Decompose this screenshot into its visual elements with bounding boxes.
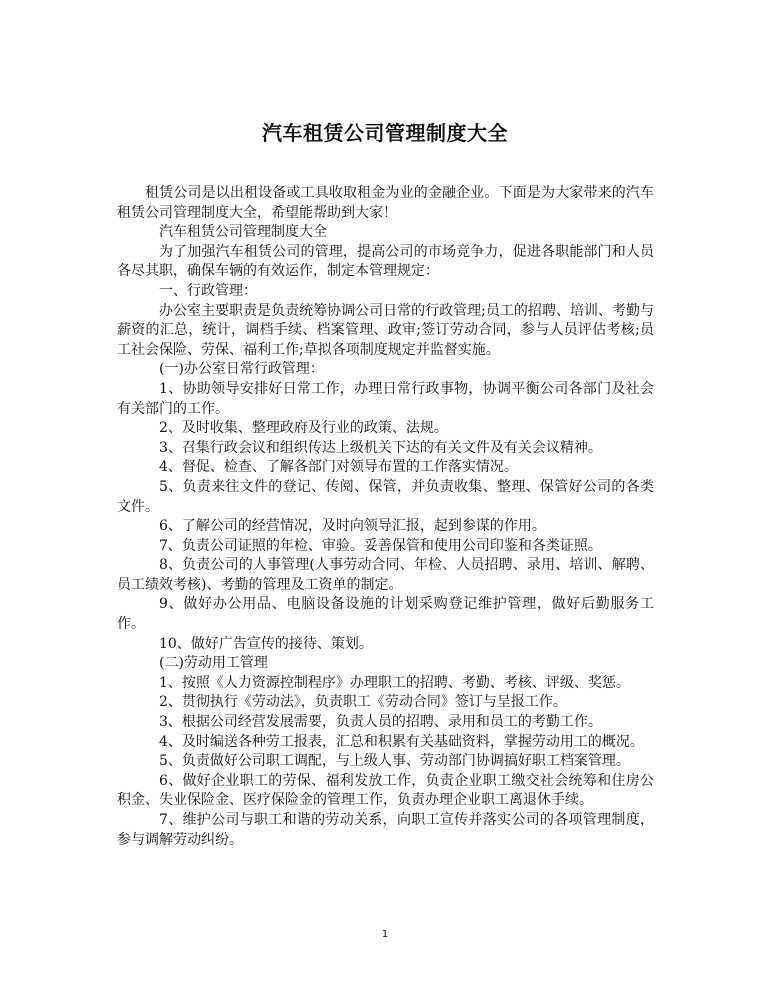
paragraph: 3、根据公司经营发展需要，负责人员的招聘、录用和员工的考勤工作。 [159,714,602,731]
paragraph: 4、督促、检查、了解各部门对领导布置的工作落实情况。 [159,459,518,476]
document-body [117,184,654,850]
paragraph: 7、维护公司与职工和谐的劳动关系，向职工宣传并落实公司的各项管理制度，参与调解劳动纠纷。 [117,812,654,848]
paragraph: 6、做好企业职工的劳保、福利发放工作，负责企业职工缴交社会统筹和住房公积金、失业保险金、医疗保险金的管理工作，负责办理企业职工离退休手续。 [117,772,654,809]
paragraph: 2、及时收集、整理政府及行业的政策、法规。 [159,420,448,437]
paragraph: 5、负责来往文件的登记、传阅、保管，并负责收集、整理、保管好公司的各类文件。 [117,478,654,515]
paragraph: 1、按照《人力资源控制程序》办理职工的招聘、考勤、考核、评级、奖惩。 [159,674,630,691]
paragraph: 6、了解公司的经营情况，及时向领导汇报，起到参谋的作用。 [159,518,546,535]
paragraph: 7、负责公司证照的年检、审验。妥善保管和使用公司印鉴和各类证照。 [159,537,602,554]
paragraph: 5、负责做好公司职工调配，与上级人事、劳动部门协调搞好职工档案管理。 [159,753,630,770]
paragraph: 2、贯彻执行《劳动法》，负责职工《劳动合同》签订与呈报工作。 [159,694,567,711]
paragraph: 为了加强汽车租赁公司的管理，提高公司的市场竞争力，促进各职能部门和人员各尽其职，确保车辆的有效运作，制定本管理规定： [117,243,654,280]
page-number: 1 [381,929,389,940]
paragraph: 汽车租赁公司管理制度大全 [159,224,327,241]
paragraph: 4、及时编送各种劳工报表，汇总和积累有关基础资料，掌握劳动用工的概况。 [159,733,644,750]
paragraph: 3、召集行政会议和组织传达上级机关下达的有关文件及有关会议精神。 [159,439,602,456]
paragraph: 租赁公司是以出租设备或工具收取租金为业的金融企业。下面是为大家带来的汽车租赁公司管理制度大全，希望能帮助到大家！ [117,185,654,221]
paragraph: 9、做好办公用品、电脑设备设施的计划采购登记维护管理，做好后勤服务工作。 [117,596,654,633]
paragraph: 1、协助领导安排好日常工作，办理日常行政事物，协调平衡公司各部门及社会有关部门的工作。 [117,380,654,417]
paragraph: 10、做好广告宣传的接待、策划。 [159,635,373,652]
paragraph: 一、行政管理： [159,282,257,299]
paragraph: (一)办公室日常行政管理： [159,361,324,378]
document-title: 汽车租赁公司管理制度大全 [262,121,508,145]
paragraph: 办公室主要职责是负责统筹协调公司日常的行政管理;员工的招聘、培训、考勤与薪资的汇总，统计，调档手续、档案管理、政审;签订劳动合同，参与人员评估考核;员工社会保险、劳保、福利工作;草拟各项制度规定并监督实施。 [117,302,654,358]
paragraph: (二)劳动用工管理 [159,655,268,672]
paragraph: 8、负责公司的人事管理(人事劳动合同、年检、人员招聘、录用、培训、解聘、员工绩效考核)、考勤的管理及工资单的制定。 [117,557,654,593]
